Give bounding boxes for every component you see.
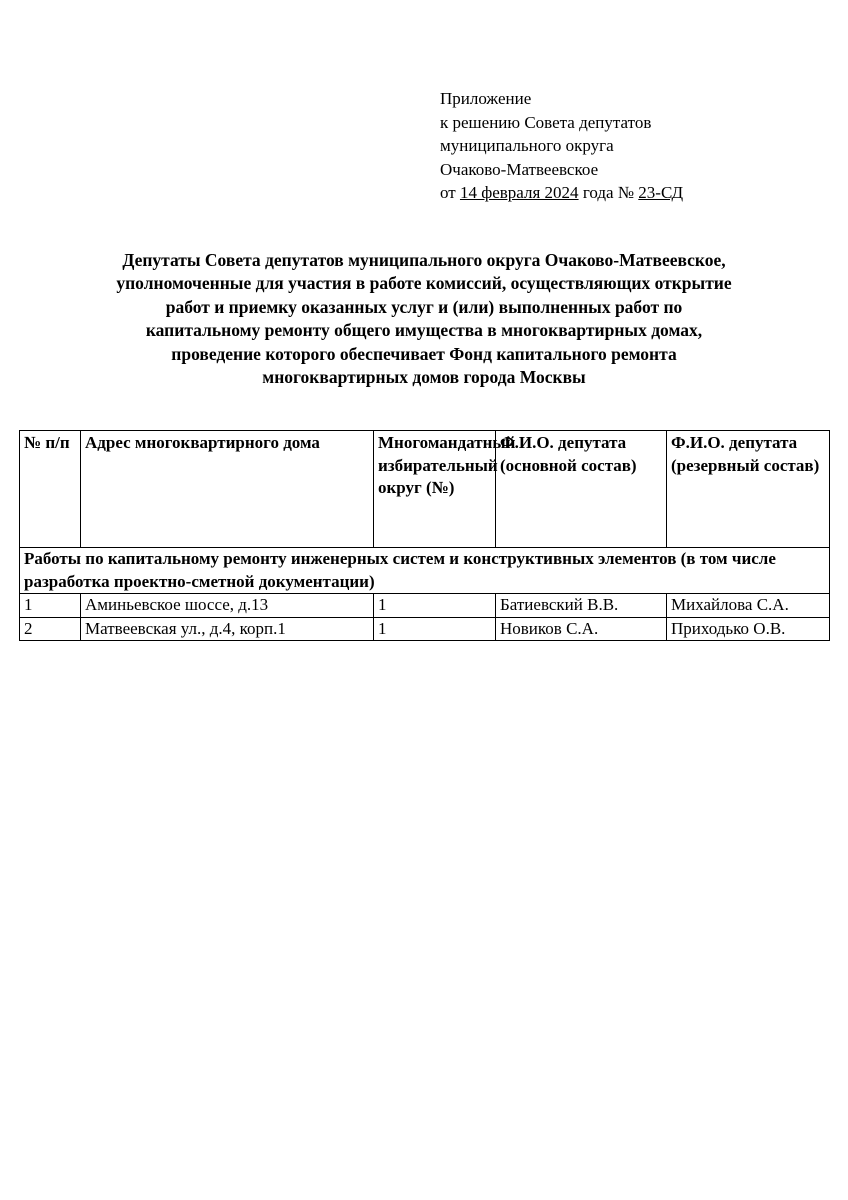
appendix-title: Приложение (440, 89, 532, 108)
cell-address: Матвеевская ул., д.4, корп.1 (81, 617, 374, 641)
date-suffix: года № (578, 183, 639, 202)
cell-main-deputy: Батиевский В.В. (496, 594, 667, 618)
appendix-municipality: муниципального округа (440, 136, 614, 155)
title-line: многоквартирных домов города Москвы (262, 367, 586, 388)
appendix-district-name: Очаково-Матвеевское (440, 159, 599, 179)
table-row (20, 594, 830, 618)
title-line: капитальному ремонту общего имущества в многоквартирных домах, (145, 320, 703, 341)
section-title: Работы по капитальному ремонту инженерных систем и конструктивных элементов (в том числе разработка проектно-сметной документации) (20, 548, 830, 594)
section-row (20, 548, 830, 594)
header-main-deputy: Ф.И.О. депутата (основной состав) (496, 431, 667, 548)
title-line: уполномоченные для участия в работе комиссий, осуществляющих открытие (116, 273, 732, 294)
document-title (40, 249, 808, 389)
cell-address: Аминьевское шоссе, д.13 (81, 594, 374, 618)
cell-main-deputy: Новиков С.А. (496, 617, 667, 641)
cell-reserve-deputy: Михайлова С.А. (667, 594, 830, 618)
title-line: работ и приемку оказанных услуг и (или) выполненных работ по (165, 296, 683, 317)
table-header-row (20, 431, 830, 548)
title-line: проведение которого обеспечивает Фонд капитального ремонта (171, 343, 677, 364)
header-address: Адрес многоквартирного дома (81, 431, 374, 548)
header-reserve-deputy: Ф.И.О. депутата (резервный состав) (667, 431, 830, 548)
appendix-date-line (440, 181, 683, 205)
cell-reserve-deputy: Приходько О.В. (667, 617, 830, 641)
decision-date: 14 февраля 2024 (459, 183, 579, 202)
table-row (20, 617, 830, 641)
cell-num: 2 (20, 617, 81, 641)
cell-okrug: 1 (374, 594, 496, 618)
title-line: Депутаты Совета депутатов муниципального округа Очаково-Матвеевское, (122, 250, 726, 270)
deputies-table (19, 430, 830, 641)
cell-okrug: 1 (374, 617, 496, 641)
appendix-decision-ref: к решению Совета депутатов (440, 112, 652, 132)
cell-num: 1 (20, 594, 81, 618)
header-num: № п/п (20, 431, 81, 548)
appendix-block (440, 87, 683, 205)
header-okrug: Многомандатный избирательный округ (№) (374, 431, 496, 548)
date-prefix: от (440, 183, 460, 202)
decision-number: 23-СД (638, 183, 684, 202)
